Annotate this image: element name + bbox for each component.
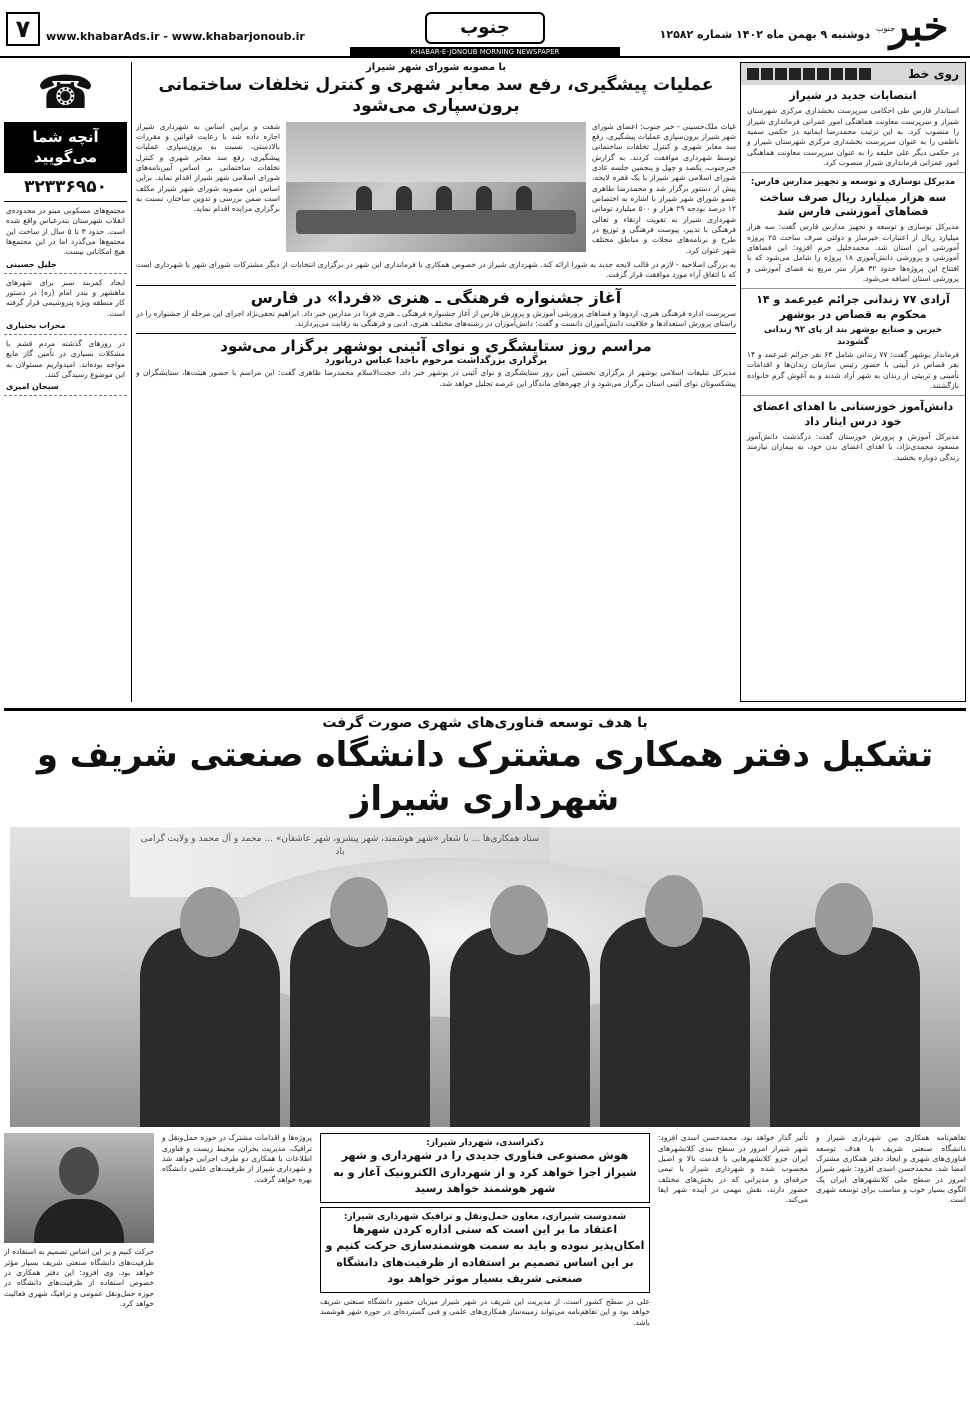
festival-headline: آغاز جشنواره فرهنگی ـ هنری «فردا» در فارس (136, 285, 736, 307)
signing-ceremony-photo (10, 827, 960, 1127)
telephone-icon: ☎ (36, 65, 95, 119)
feature-col-2-text: تأثیر گذار خواهد بود. محمدحسن اسدی افزود: شهر شیراز امروز در سطح بندی کلانشهرهای ایران جزو کلانشهرهایی با قدمت بالا و اصیل محسوب شده و شهرداری شیراز با تیمی حرفه‌ای و مدیرانی که در بخش‌های مختلف حضور دارند، نقش مهمی در آینده شهر ایفا می‌کند. (658, 1133, 808, 1205)
article-body-b: به بزرگی اصلاحیه - لازم در قالب لایحه جدید به شورا ارائه کند. شهرداری شیراز در خصوص همکاری با فرمانداری این شهر در برگزاری انتخابات از دیگر مشترکات شورای شهر با شهرداری است که با اتفاق آراء مورد موافقت قرار گرفت. (136, 259, 736, 280)
quote-text: اعتقاد ما بر این است که ستی اداره کردن شهرها امکان‌پذیر نبوده و باید به سمت هوشمندسازی حرکت کنیم و بر این اساس تصمیم بر استفاده از ظرفیت‌های دانشگاه صنعتی شریف بسیار موثر خواهد بود (325, 1222, 645, 1286)
feature-col-4 (162, 1133, 312, 1420)
squares-icon (747, 68, 871, 80)
reader-message-body: ایجاد کمربند سبز برای شهرهای ماهشهر و بندر امام (ره) در دستور کار منطقه ویژه پتروشیمی قرار گرفته است. (6, 277, 125, 318)
feature-col-3-text: علی در سطح کشور است. از مدیریت این شریف در شهر شیراز میزبان حضور دانشگاه صنعتی شریف خواهد بود و این تفاهم‌نامه می‌تواند زمینه‌ساز همکاری‌های علمی و فنی گسترده‌ای در حوزه شهر هوشمند باشد. (320, 1296, 650, 1327)
reader-message-body: مجتمع‌های مسکونی مینو در محدوده‌ی انقلاب شهرستان بندرعباس واقع شده است. حدود ۳ تا ۵ سال از ساخت این مجتمع‌ها می‌گذرد اما در این مجتمع‌ها هیچ امکاناتی نیست. (6, 206, 126, 257)
roo-khat-item-title: انتصابات جدید در شیراز (789, 89, 917, 102)
quote-speaker: شه‌دوست شیرازی، معاون حمل‌ونقل و ترافیک شهرداری شیراز: (343, 1211, 627, 1222)
ceremony-subheadline: برگزاری بزرگداشت مرحوم ناخدا عباس دریانورد (324, 355, 548, 367)
roo-khat-item (741, 173, 965, 289)
feature-col-1-text: تفاهم‌نامه همکاری بین شهرداری شیراز و دانشگاه صنعتی شریف با هدف توسعه فناوری‌های شهری و ایجاد دفتر همکاری مشترک امضا شد. محمدحسن اسدی افزود: شهر شیراز امروز در سطح ملی کلانشهرهای ایران یک الگوی بسیار خوب و مناسب برای توسعه شهری است. (816, 1133, 966, 1205)
websites[interactable]: www.khabarAds.ir - www.khabarjonoub.ir (46, 30, 305, 43)
page-number: ۷ (6, 12, 40, 46)
reader-message (4, 202, 127, 274)
ceremony-headline: مراسم روز ستایشگری و نوای آئینی بوشهر برگزار می‌شود (136, 333, 736, 355)
roo-khat-item-subtitle: سه هزار میلیارد ریال صرف ساخت فضاهای آموزشی فارس شد (759, 190, 947, 219)
roo-khat-item-body: مدیرکل نوسازی و توسعه و تجهیز مدارس فارس گفت: سه هزار میلیارد ریال از اعتبارات خیرساز و دولتی صرف ساخت ۲۵ پروژه آموزشی این استان شد. محمدخلیل خرم افزود: این فضاهای آموزشی و پرورشی دانش‌آموزی ۱۸ پروژه را شامل می‌شود که با افتتاح این پروژه‌ها حدود ۳۲ هزار متر مربع به فضای آموزشی و پرورشی استان اضافه می‌شود. (747, 222, 960, 284)
article-body-a: شفت و برایین اساس به شهرداری شیراز اجازه داده شد با رعایت قوانین و مقررات بالادستی، نسبت به برون‌سپاری عملیات پیشگیری، رفع سد معابر شهری و کنترل تخلفات ساختمانی بر اساس آیین‌نامه‌های شورای اسلامی شهر شیراز اقدام نماید. براین اساس این مصوبه شورای شهر شیراز مکلف است ضمن بررسی و تدوین ساختار، نسبت به برگزاری مزایده اقدام نماید. (136, 121, 280, 214)
readers-box-title (4, 122, 127, 173)
council-meeting-photo (286, 122, 586, 252)
quote-speaker: دکتراسدی، شهردار شیراز: (426, 1138, 544, 1149)
feature-col-2 (658, 1133, 808, 1420)
readers-title-line1: آنچه شما (32, 128, 99, 146)
newspaper-logo (874, 2, 964, 52)
feature-col-5 (4, 1133, 154, 1420)
logo-text: خبر (889, 3, 949, 50)
roo-khat-column (740, 62, 966, 702)
article-kicker: با مصوبه شورای شهر شیراز (366, 62, 506, 73)
feature-article (4, 708, 966, 1420)
roo-khat-label: روی خط (907, 67, 959, 81)
reader-message-body: در روزهای گذشته مردم قشم با مشکلات بسیاری در تأمین گاز مایع مواجه بوده‌اند. امیدواریم مسئولان به این موضوع رسیدگی کنند. (6, 339, 125, 380)
reader-signature: محراب بختیاری (6, 321, 66, 331)
roo-khat-item-body: فرماندار بوشهر گفت: ۷۷ زندانی شامل ۶۳ نفر جرائم غیرعمد و ۱۴ نفر قصاص در آیینی با حضور رئیس سازمان زندان‌ها و اقدامات تأمینی و تربیتی از زندان به شهر آزاد شدند و به آغوش گرم خانواده بازگشتند. (747, 350, 959, 391)
feature-headline: تشکیل دفتر همکاری مشترک دانشگاه صنعتی شریف و شهرداری شیراز (36, 735, 934, 820)
feature-col-4-text: پروژه‌ها و اقدامات مشترک در حوزه حمل‌ونقل و ترافیک، مدیریت بحران، محیط زیست و فناوری اطلاعات با همکاری دو طرف اجرایی خواهد شد و شهرداری شیراز از ظرفیت‌های علمی دانشگاه بهره خواهد گرفت. (162, 1133, 312, 1184)
roo-khat-item-title: دانش‌آموز خوزستانی با اهدای اعضای خود درس ایثار داد (752, 400, 954, 428)
roo-khat-item (741, 289, 965, 396)
roo-khat-item-body: مدیرکل آموزش و پرورش خوزستان گفت: درگذشت دانش‌آموز مسعود محمدی‌نژاد، با اهدای اعضای بدن خود، به بیماران نیازمند زندگی دوباره بخشید. (747, 431, 959, 462)
feature-col-1 (816, 1133, 966, 1420)
readers-phone: ۳۲۳۳۶۹۵۰ (4, 173, 127, 202)
feature-quotes-col (320, 1133, 650, 1420)
article-row (136, 122, 736, 256)
article-headline: عملیات پیشگیری، رفع سد معابر شهری و کنترل تخلفات ساختمانی برون‌سپاری می‌شود (158, 75, 714, 117)
reader-signature: جلیل حسینی (6, 259, 57, 269)
reader-message (4, 274, 127, 335)
reader-signature: سبحان امیری (6, 382, 59, 392)
photo-banner-text: ستاد همکاری‌ها ... با شعار «شهر هوشمند، شهر پیشرو، شهر عاشقان» ... محمد و آل محمد و ولایت گرامی باد (140, 834, 540, 857)
quote-box-mayor (320, 1133, 650, 1203)
festival-body: سرپرست اداره فرهنگی هنری، اردوها و فضاهای پرورشی آموزش و پرورش فارس از آغاز جشنواره فرهنگی ـ هنری فردا در مدارس خبر داد. ابراهیم نجفی‌نژاد اجرای این مرحله از جشنواره را در راستای پرورش استعدادها و خلاقیت دانش‌آموزان دانست و گفت: دانش‌آموزان در رشته‌های مختلف هنری، ادبی و فرهنگی به رقابت می‌پردازند. (136, 308, 736, 328)
ceremony-body: مدیرکل تبلیغات اسلامی بوشهر از برگزاری نخستین آیین روز ستایشگری و نوای آئینی در بوشهر خبر داد. حجت‌الاسلام محمدرضا ظاهری گفت: این مراسم با حضور هیئت‌ها، ستایشگران و پیشکسوتان نوای آئینی استان برگزار می‌شود و از چهره‌های ماندگار این عرصه تجلیل خواهد شد. (136, 368, 736, 388)
feature-col-5-text: حرکت کنیم و بر این اساس تصمیم به استفاده از ظرفیت‌های دانشگاه صنعتی شریف بسیار مؤثر خواهد بود. وی افزود: این دفتر همکاری در خصوص استفاده از ظرفیت‌های دانشگاه در حوزه حمل‌ونقل عمومی و ترافیک شهری فعالیت خواهد کرد. (4, 1247, 154, 1309)
section-label: جنوب (425, 12, 545, 44)
reader-message (4, 335, 127, 396)
readers-title-line2: می‌گویید (33, 147, 97, 166)
roo-khat-header (741, 63, 965, 85)
logo-sub: جنوب (876, 24, 896, 33)
article-lead: غیاث ملک‌حسینی - خبر جنوب: اعضای شورای شهر شیراز برون‌سپاری عملیات پیشگیری، رفع سد معابر شهری و کنترل تخلفات ساختمانی توسط شهرداری موافقت کردند. به گزارش خبرجنوب، یکصد و چهل و پنجمین جلسه عادی شورای اسلامی شهر شیراز با یک فقره لایحه، پیش از دستور برگزار شد و محمدرضا طاهری عضو شورای شهر شیراز با اشاره به اختصاص ۱۲ درصد بودجه ۲۹ هزار و ۵۰۰ میلیارد تومانی شهرداری شیراز به تقویت ارتقاء و تعالی فرهنگی با تدبیر، پیوست فرهنگی و توزیع در طرح و برنامه‌های محلات و مناطق مختلف شهر عنوان کرد. (592, 121, 736, 255)
feature-body (4, 1133, 966, 1420)
roo-khat-item-body: استاندار فارس طی احکامی سرپرست بخشداری مرکزی شهرستان شیراز و سرپرست معاونت هماهنگی امور عمرانی فرمانداری شیراز را منصوب کرد. به این ترتیب محمدرضا ایمانیه در حکمی سمیه ناظمی را به عنوان سرپرست بخشداری مرکزی شهرستان شیراز و در حکمی دیگر علی خلیفه را به عنوان سرپرست معاونت هماهنگی امور عمرانی فرمانداری شیراز منصوب کرد. (747, 106, 959, 168)
roo-khat-item-title: مدیرکل نوسازی و توسعه و تجهیز مدارس فارس: (750, 177, 956, 188)
english-subtitle: KHABAR-E-JONOUB MORNING NEWSPAPER (350, 47, 620, 58)
official-portrait (4, 1133, 154, 1243)
dateline: دوشنبه ۹ بهمن ماه ۱۴۰۲ شماره ۱۲۵۸۲ (659, 28, 870, 41)
roo-khat-item-title: آزادی ۷۷ زندانی جرائم غیرعمد و ۱۴ محکوم به قصاص در بوشهر (756, 293, 950, 321)
quote-text: هوش مصنوعی فناوری جدیدی را در شهرداری و شهر شیراز اجرا خواهد کرد و از شهرداری الکترونیک آغاز و به شهر هوشمند خواهد رسید (333, 1149, 637, 1196)
readers-column (4, 62, 132, 702)
roo-khat-item (741, 396, 965, 467)
roo-khat-item-subtitle: خیرین و صنایع بوشهر بند از پای ۹۲ زندانی گشودند (764, 325, 942, 347)
roo-khat-item (741, 85, 965, 173)
center-news-area (136, 62, 736, 702)
feature-kicker: با هدف توسعه فناوری‌های شهری صورت گرفت (322, 715, 648, 731)
masthead (0, 0, 970, 58)
quote-box-deputy (320, 1207, 650, 1293)
